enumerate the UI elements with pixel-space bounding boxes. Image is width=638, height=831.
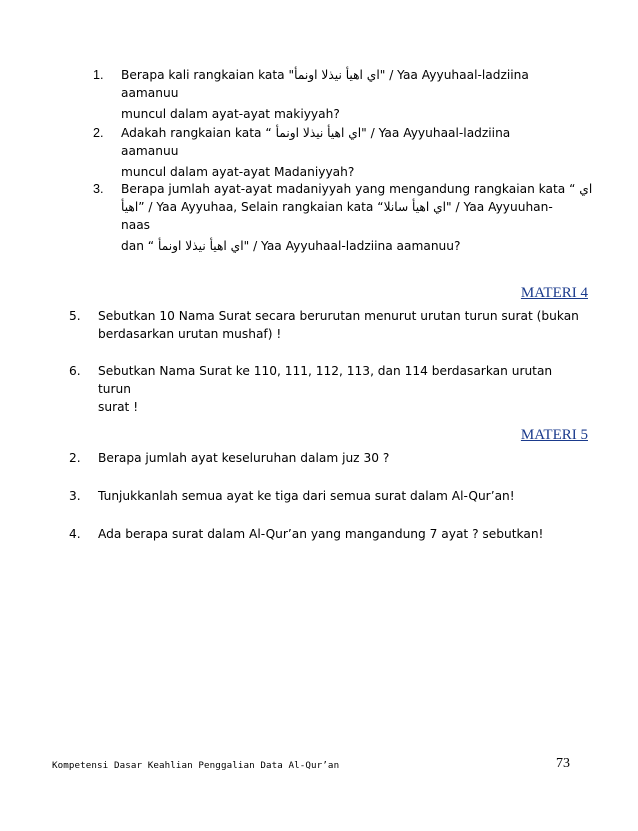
question-number: 6. <box>69 364 81 378</box>
question-line: aamanuu <box>121 86 179 100</box>
question-number: 3. <box>93 182 104 196</box>
question-number: 4. <box>69 527 81 541</box>
question-number: 3. <box>69 489 81 503</box>
question-line: Adakah rangkaian kata “ اي اهيأ نيذلا اونمأ" / Yaa Ayyuhaal-ladziina <box>121 126 511 140</box>
question-line: surat ! <box>98 400 139 414</box>
question-line: اهيأ” / Yaa Ayyuhaa, Selain rangkaian kata “اي اهيأ سانلا" / Yaa Ayyuuhan- <box>121 200 553 214</box>
question-number: 2. <box>69 451 81 465</box>
question-number: 5. <box>69 309 81 323</box>
question-number: 2. <box>93 126 104 140</box>
question-line: muncul dalam ayat-ayat makiyyah? <box>121 107 340 121</box>
question-line: Tunjukkanlah semua ayat ke tiga dari semua surat dalam Al-Qur’an! <box>98 489 515 503</box>
question-line: Sebutkan 10 Nama Surat secara berurutan menurut urutan turun surat (bukan <box>98 309 579 323</box>
question-line: Sebutkan Nama Surat ke 110, 111, 112, 113, dan 114 berdasarkan urutan turun <box>98 364 553 396</box>
question-line: dan “ اي اهيأ نيذلا اونمأ" / Yaa Ayyuhaal-ladziina aamanuu? <box>121 239 461 253</box>
footer-text: Kompetensi Dasar Keahlian Penggalian Data Al-Qur’an <box>52 760 340 771</box>
question-line: Berapa jumlah ayat keseluruhan dalam juz 30 ? <box>98 451 390 465</box>
question-line: berdasarkan urutan mushaf) ! <box>98 327 282 341</box>
question-line: Berapa jumlah ayat-ayat madaniyyah yang mengandung rangkaian kata “ اي <box>121 182 593 196</box>
section-heading-materi-4: MATERI 4 <box>520 285 588 301</box>
question-line: aamanuu <box>121 144 179 158</box>
question-line: Berapa kali rangkaian kata "اي اهيأ نيذلا اونمأ" / Yaa Ayyuhaal-ladziina <box>121 68 529 82</box>
section-heading-materi-5: MATERI 5 <box>520 427 588 443</box>
question-line: naas <box>121 218 151 232</box>
question-line: Ada berapa surat dalam Al-Qur’an yang mangandung 7 ayat ? sebutkan! <box>98 527 544 541</box>
question-line: muncul dalam ayat-ayat Madaniyyah? <box>121 165 355 179</box>
question-number: 1. <box>93 68 104 82</box>
page-number: 73 <box>556 756 570 771</box>
